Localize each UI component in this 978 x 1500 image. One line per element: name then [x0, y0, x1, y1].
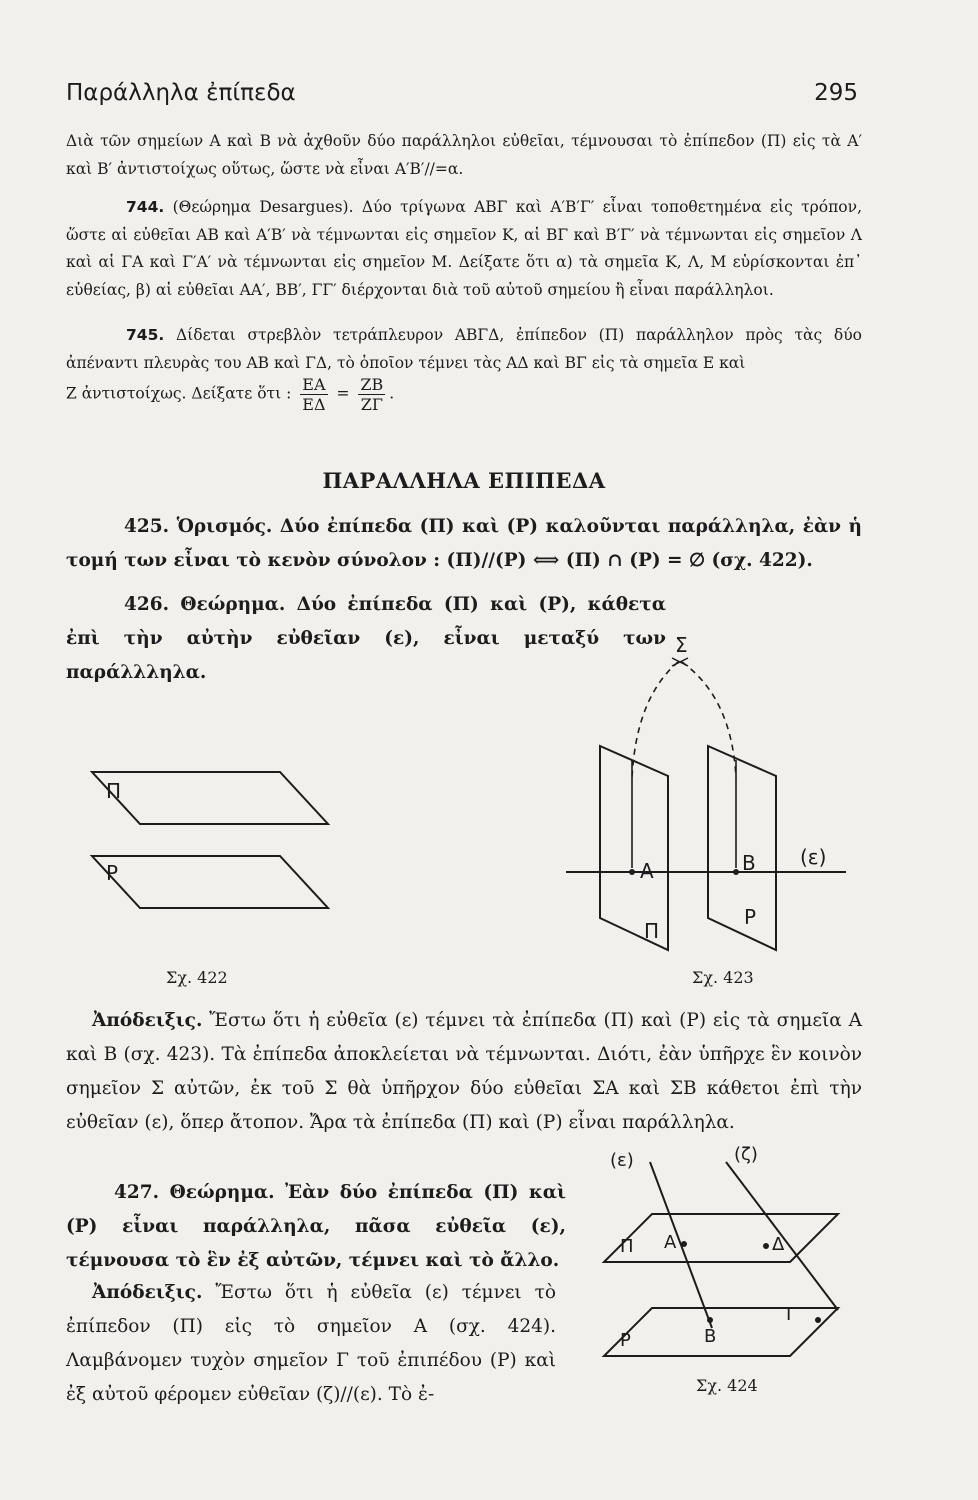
proof-427 [66, 1276, 556, 1412]
proof-title: Ἀπόδειξις. [92, 1010, 203, 1031]
point-a [629, 869, 635, 875]
proof-426 [66, 1004, 862, 1140]
item-title: Ὁρισμός. [176, 516, 273, 537]
line-epsilon-label: (ε) [610, 1150, 634, 1171]
section-heading: ΠΑΡΑΛΛΗΛΑ ΕΠΙΠΕΔΑ [322, 468, 606, 493]
point-delta [763, 1243, 769, 1249]
point-delta-label: Δ [772, 1234, 785, 1255]
denominator: ΕΔ [302, 395, 326, 414]
point-b [733, 869, 739, 875]
figure-424-caption: Σχ. 424 [696, 1376, 758, 1395]
equals-sign: = [336, 384, 350, 403]
item-text: Δύο ἐπίπεδα (Π) καὶ (Ρ), κάθετα ἐπὶ τὴν αὐτὴν εὐθεῖαν (ε), εἶναι μεταξύ των παράλλληλα. [66, 594, 666, 683]
line-zeta-label: (ζ) [734, 1144, 758, 1165]
point-a-label: Α [664, 1232, 677, 1253]
point-sigma-label: Σ [675, 633, 688, 657]
item-title: Θεώρημα. [180, 594, 286, 615]
exercise-text: Δίδεται στρεβλὸν τετράπλευρον ΑΒΓΔ, ἐπίπεδον (Π) παράλληλον πρὸς τὰς δύο ἀπέναντι πλευρὰς του ΑΒ καὶ ΓΔ, τὸ ὁποῖον τέμνει τὰς ΑΔ καὶ ΒΓ εἰς τὰ σημεῖα Ε καὶ [66, 326, 862, 372]
line-epsilon-label: (ε) [800, 845, 827, 869]
line-epsilon [650, 1162, 712, 1328]
plane-pi-label: Π [620, 1236, 634, 1257]
exercise-744 [66, 194, 862, 304]
definition-425 [66, 510, 862, 578]
proof-text: Ἔστω ὅτι ἡ εὐθεῖα (ε) τέμνει τὸ ἐπίπεδον (Π) εἰς τὸ σημεῖον Α (σχ. 424). Λαμβάνομεν τυχὸν σημεῖον Γ τοῦ ἐπιπέδου (Ρ) καὶ ἐξ αὐτοῦ φέρομεν εὐθεῖαν (ζ)//(ε). Τὸ ἐ- [66, 1282, 556, 1405]
theorem-427 [66, 1176, 566, 1278]
dashed-line-sa [632, 662, 678, 778]
exercise-745 [66, 322, 862, 414]
item-number: 425. [124, 516, 170, 537]
item-number: 426. [124, 594, 170, 615]
point-gamma-label: Γ [786, 1304, 797, 1325]
exercise-last-line: Ζ ἀντιστοίχως. Δείξατε ὅτι : [66, 384, 292, 403]
figure-423 [560, 628, 860, 958]
figure-422 [80, 760, 340, 930]
plane-rho-label: Ρ [106, 861, 119, 885]
proof-text: Ἔστω ὅτι ἡ εὐθεῖα (ε) τέμνει τὰ ἐπίπεδα (Π) καὶ (Ρ) εἰς τὰ σημεῖα Α καὶ Β (σχ. 423). Τὰ ἐπίπεδα ἀποκλείεται νὰ τέμνωνται. Διότι, ἐὰν ὑπῆρχε ἓν κοινὸν σημεῖον Σ αὐτῶν, ἐκ τοῦ Σ θὰ ὑπῆρχον δύο εὐθεῖαι ΣΑ καὶ ΣΒ κάθετοι ἐπὶ τὴν εὐθεῖαν (ε), ὅπερ ἄτοπον. Ἄρα τὰ ἐπίπεδα (Π) καὶ (Ρ) εἶναι παράλληλα. [66, 1010, 862, 1133]
figure-424 [600, 1140, 860, 1370]
point-b-label: Β [704, 1326, 717, 1347]
period: . [389, 384, 395, 403]
running-header [66, 80, 858, 114]
exercise-continuation [66, 128, 862, 183]
plane-rho-label: Ρ [620, 1330, 631, 1351]
plane-rho-shape [708, 746, 776, 950]
point-a [681, 1241, 687, 1247]
fraction-zb-zg [358, 375, 385, 414]
point-b-label: Β [742, 851, 756, 875]
point-b [707, 1317, 713, 1323]
figure-422-caption: Σχ. 422 [166, 968, 228, 987]
numerator: ΕΑ [302, 375, 326, 394]
plane-rho-shape [92, 856, 328, 908]
plane-rho-shape [604, 1308, 838, 1356]
plane-pi-label: Π [644, 919, 660, 943]
figure-423-caption: Σχ. 423 [692, 968, 754, 987]
proof-title: Ἀπόδειξις. [92, 1282, 203, 1303]
point-gamma [815, 1317, 821, 1323]
chapter-title: Παράλληλα ἐπίπεδα [66, 80, 296, 106]
plane-pi-shape [604, 1214, 838, 1262]
exercise-number: 745. [126, 326, 165, 344]
exercise-number: 744. [126, 198, 165, 216]
numerator: ΖΒ [360, 375, 384, 394]
item-text: Ἐὰν δύο ἐπίπεδα (Π) καὶ (Ρ) εἶναι παράλληλα, πᾶσα εὐθεῖα (ε), τέμνουσα τὸ ἓν ἐξ αὐτῶν, τέμνει καὶ τὸ ἄλλο. [66, 1182, 566, 1271]
denominator: ΖΓ [360, 395, 383, 414]
item-number: 427. [114, 1182, 160, 1203]
plane-pi-shape [92, 772, 328, 824]
item-text: Δύο ἐπίπεδα (Π) καὶ (Ρ) καλοῦνται παράλληλα, ἐὰν ἡ τομή των εἶναι τὸ κενὸν σύνολον : (Π)//(Ρ) ⟺ (Π) ∩ (Ρ) = ∅ (σχ. 422). [66, 516, 862, 571]
plane-pi-label: Π [106, 779, 122, 803]
page-number: 295 [814, 80, 858, 106]
plane-rho-label: Ρ [744, 905, 757, 929]
fraction-ea-ed [300, 375, 327, 414]
item-title: Θεώρημα. [169, 1182, 275, 1203]
point-a-label: Α [640, 859, 654, 883]
exercise-text: Διὰ τῶν σημείων A καὶ B νὰ ἀχθοῦν δύο παράλληλοι εὐθεῖαι, τέμνουσαι τὸ ἐπίπεδον (Π) εἰς τὰ A′ καὶ B′ ἀντιστοίχως οὕτως, ὥστε νὰ εἶναι A′B′//=α. [66, 132, 862, 178]
exercise-text: (Θεώρημα Desargues). Δύο τρίγωνα ΑΒΓ καὶ Α′Β′Γ′ εἶναι τοποθετημένα εἰς τρόπον, ὥστε αἱ εὐθεῖαι ΑΒ καὶ Α′Β′ νὰ τέμνωνται εἰς σημεῖον Κ, αἱ ΒΓ καὶ Β′Γ′ νὰ τέμνωνται εἰς σημεῖον Λ καὶ αἱ ΓΑ καὶ Γ′Α′ νὰ τέμνωνται εἰς σημεῖον Μ. Δείξατε ὅτι α) τὰ σημεῖα Κ, Λ, Μ εὑρίσκονται ἐπ᾿ εὐθείας, β) αἱ εὐθεῖαι ΑΑ′, ΒΒ′, ΓΓ′ διέρχονται διὰ τοῦ αὐτοῦ σημείου ἢ εἶναι παράλληλοι. [66, 198, 862, 299]
